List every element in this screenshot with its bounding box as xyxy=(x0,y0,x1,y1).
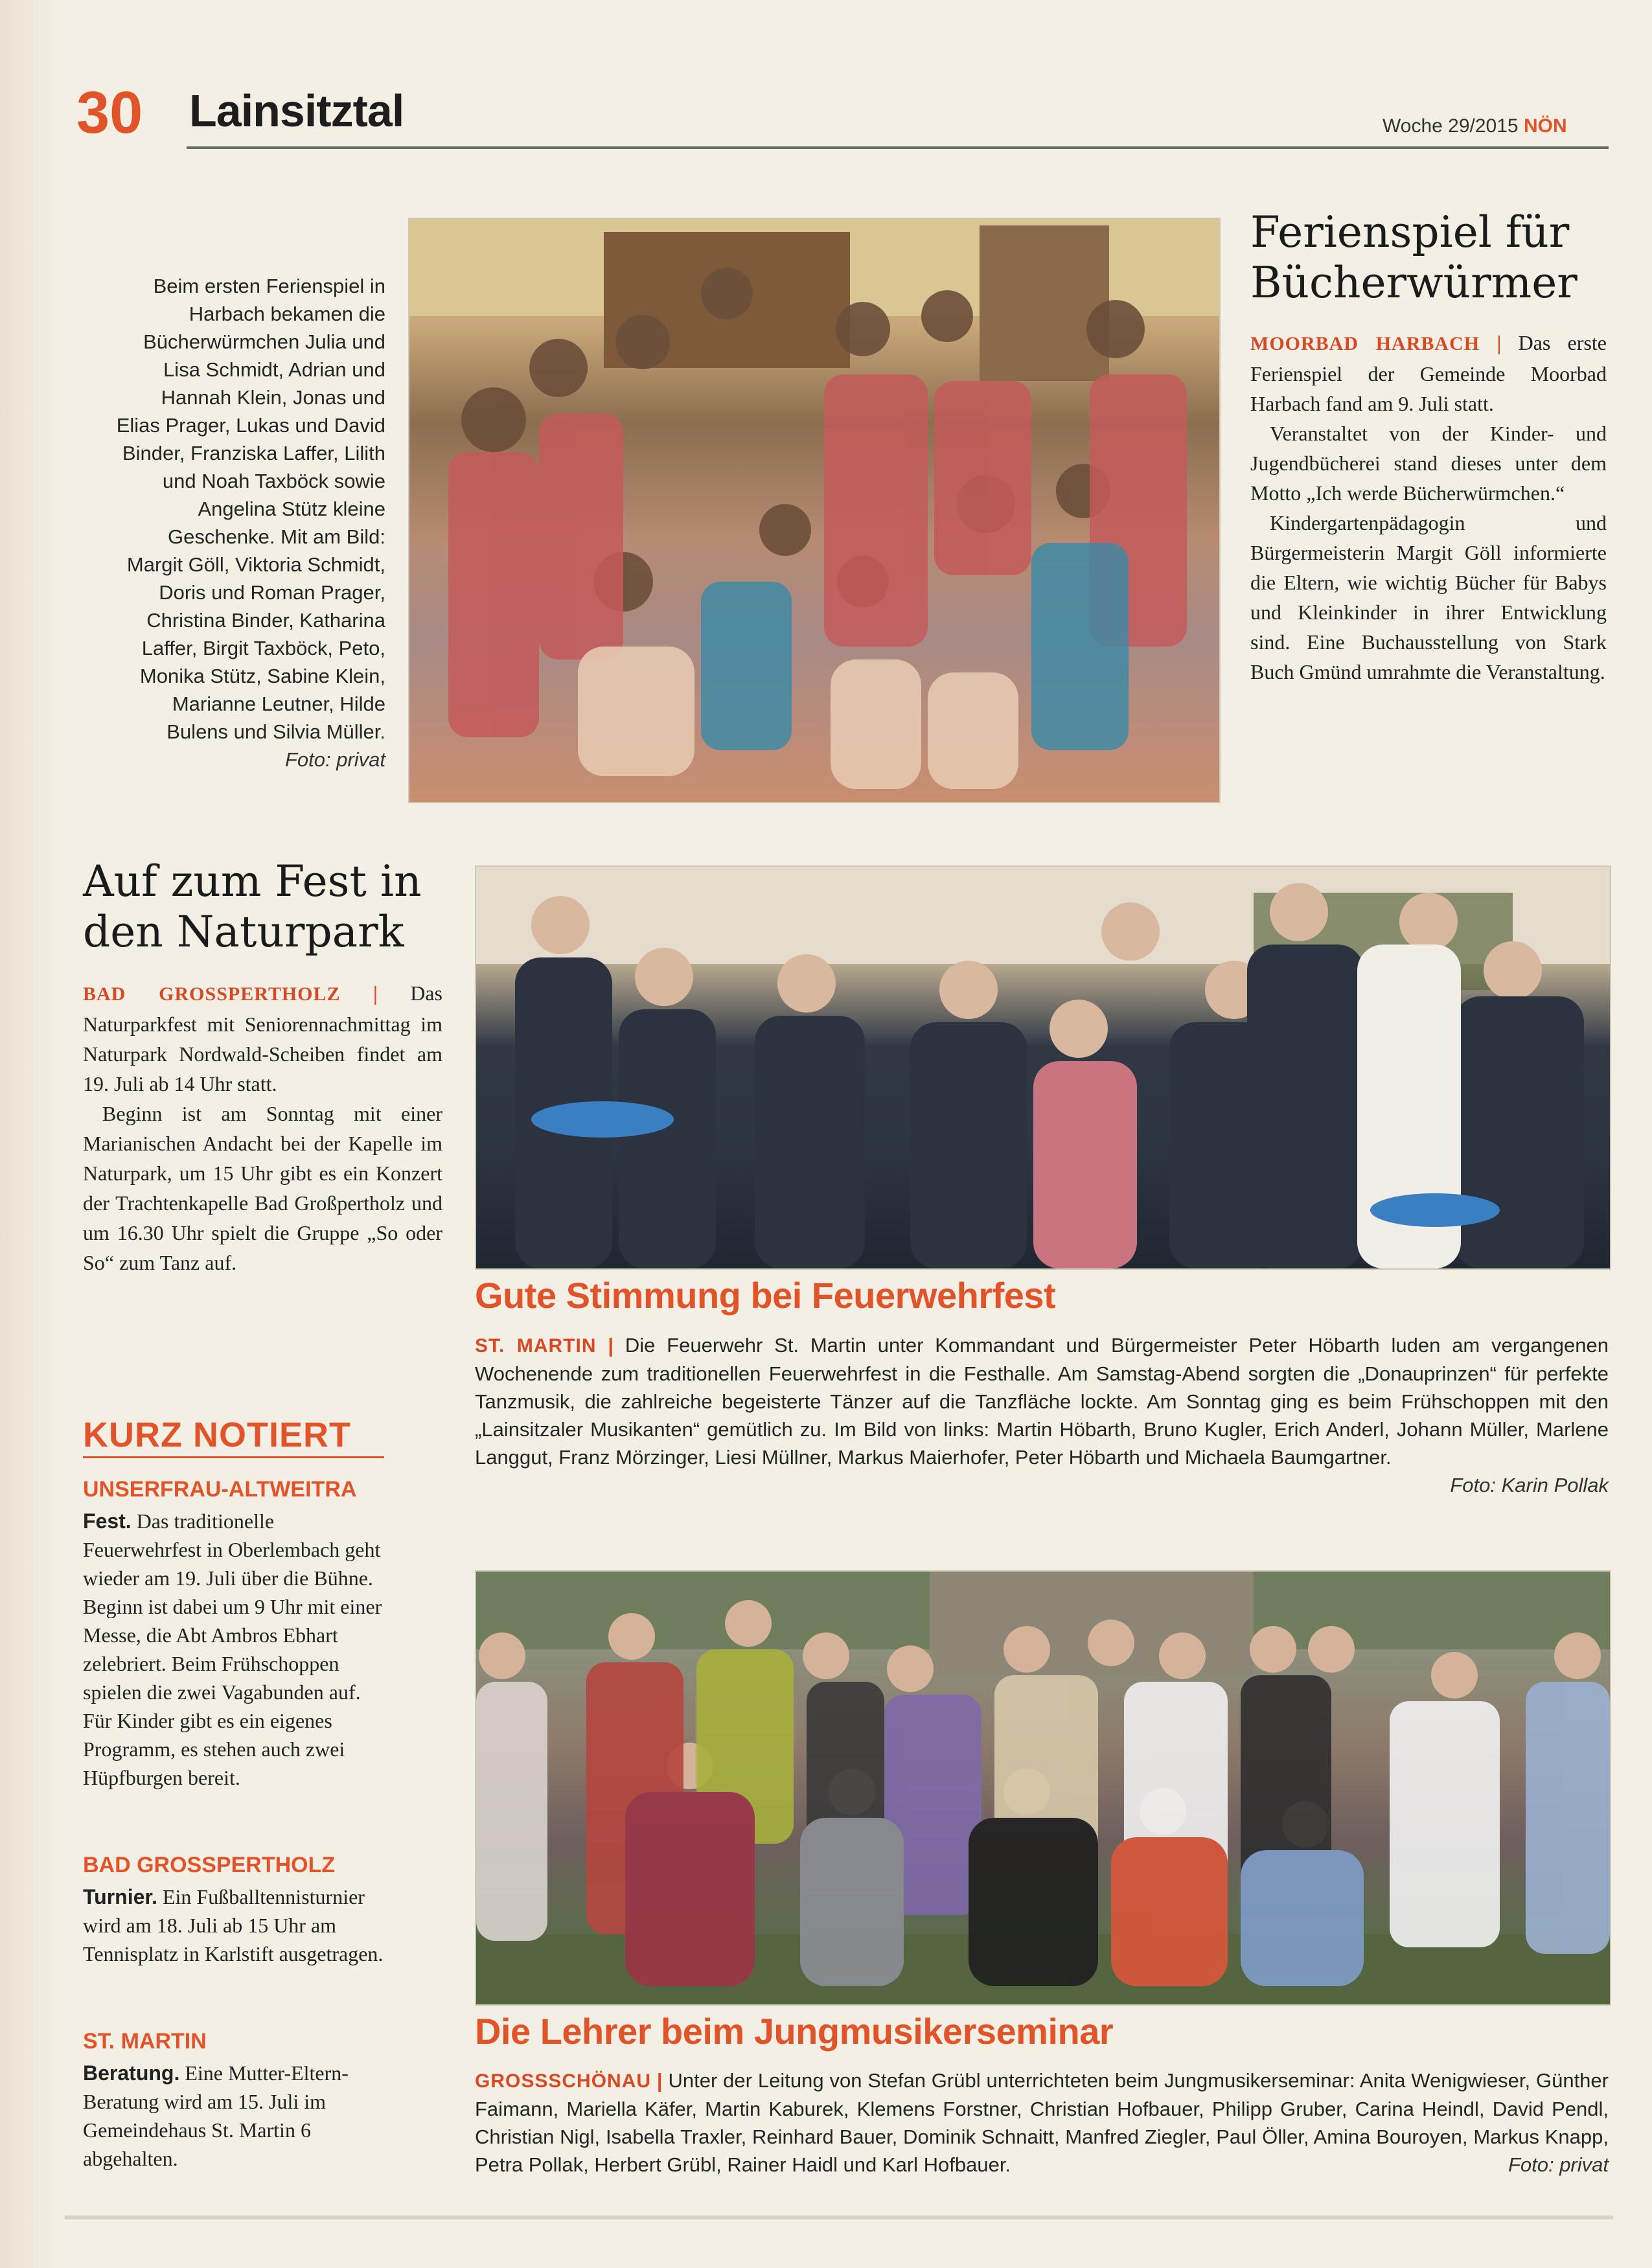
article1-para1: Das erste Ferienspiel der Gemeinde Moorbad Harbach fand am 9. Juli statt. xyxy=(1250,331,1607,415)
article4-location: GROSSSCHÖNAU xyxy=(475,2070,652,2092)
article2-para2: Beginn ist am Sonntag mit einer Marianischen Andacht bei der Kapelle im Naturpark, um 15 Uhr gibt es ein Konzert der Trachtenkapelle Bad Großpertholz und um 16.30 Uhr spielt die Gruppe „So oder So“ zum Tanz auf. xyxy=(83,1102,442,1274)
page-bottom-edge xyxy=(65,2216,1613,2219)
page-number: 30 xyxy=(76,80,143,146)
article1-title: Ferienspiel für Bücherwürmer xyxy=(1250,207,1577,308)
kurz-item2-location: BAD GROSSPERTHOLZ xyxy=(83,1853,336,1877)
article4-text: Unter der Leitung von Stefan Grübl unterrichteten beim Jungmusikerseminar: Anita Wenigwieser, Günther Faimann, Mariella Käfer, Martin Kaburek, Klemens Forstner, Christian Hofbauer, Philipp Gruber, Carina Heindl, David Pendl, Christian Nigl, Isabella Traxler, Reinhard Bauer, Dominik Schnaitt, Manfred Ziegler, Paul Öller, Amina Bouroyen, Markus Knapp, Petra Pollak, Herbert Grübl, Rainer Haidl und Karl Hofbauer. xyxy=(475,2069,1609,2176)
article4-credit: Foto: privat xyxy=(1508,2153,1609,2176)
header-rule xyxy=(187,146,1609,149)
kurz-item1-location: UNSERFRAU-ALTWEITRA xyxy=(83,1477,357,1502)
kurz-item1-lead: Fest. xyxy=(83,1509,132,1533)
article2-para1: Das Naturparkfest mit Seniorennachmittag im Naturpark Nordwald-Scheiben findet am 19. Juli ab 14 Uhr statt. xyxy=(83,981,442,1095)
article1-separator: | xyxy=(1497,331,1502,354)
article3-text: Die Feuerwehr St. Martin unter Kommandant und Bürgermeister Peter Höbarth luden am vergangenen Wochenende zum traditionellen Feuerwehrfest in die Festhalle. Am Samstag-Abend sorgten die „Donauprinzen“ für perfekte Tanzmusik, die zahlreiche begeisterte Tänzer auf die Tanzfläche lockte. Am Sonntag ging es beim Frühschoppen mit den „Lainsitzaler Musikanten“ gemütlich zu. Im Bild von links: Martin Höbarth, Bruno Kugler, Erich Anderl, Johann Müller, Marlene Langgut, Franz Mörzinger, Liesi Müllner, Markus Maierhofer, Peter Höbarth und Michaela Baumgartner. xyxy=(475,1334,1609,1469)
article2-separator: | xyxy=(373,981,378,1005)
kurz-item1-text: Das traditionelle Feuerwehrfest in Oberlembach geht wieder am 19. Juli über die Bühne. Beginn ist dabei um 9 Uhr mit einer Messe, die Abt Ambros Ebhart zelebriert. Beim Frühschoppen spielen die zwei Vagabunden auf. Für Kinder gibt es ein eigenes Programm, es stehen auch zwei Hüpfburgen bereit. xyxy=(83,1509,382,1789)
photo-ferienspiel-image xyxy=(409,219,1219,802)
article3-location: ST. MARTIN xyxy=(475,1335,597,1357)
article1-para3: Kindergartenpädagogin und Bürgermeisterin Margit Göll informierte die Eltern, wie wichtig Bücher für Babys und Kleinkinder in ihrer Entwicklung sind. Eine Buchausstellung von Stark Buch Gmünd umrahmte die Veranstaltung. xyxy=(1250,511,1607,683)
article4-separator: | xyxy=(656,2069,663,2092)
kurz-item3-text: Eine Mutter-Eltern-Beratung wird am 15. Juli im Gemeindehaus St. Martin 6 abgehalten. xyxy=(83,2061,349,2170)
photo-feuerwehrfest-image xyxy=(476,867,1610,1268)
kurz-item2 xyxy=(83,1883,387,1968)
article1-body xyxy=(1250,328,1607,687)
article1-para2: Veranstaltet von der Kinder- und Jugendbücherei stand dieses unter dem Motto „Ich werde Bücherwürmchen.“ xyxy=(1250,422,1607,505)
article3-title: Gute Stimmung bei Feuerwehrfest xyxy=(475,1275,1056,1316)
article3-separator: | xyxy=(608,1334,614,1357)
photo-jungmusikerseminar xyxy=(475,1570,1611,2006)
kurz-item2-lead: Turnier. xyxy=(83,1885,157,1908)
kurz-item3-location: ST. MARTIN xyxy=(83,2029,207,2054)
paper-fold-shadow xyxy=(0,0,58,2268)
photo-feuerwehrfest xyxy=(475,865,1611,1270)
photo-ferienspiel xyxy=(408,218,1221,803)
article4-title: Die Lehrer beim Jungmusikerseminar xyxy=(475,2011,1114,2052)
article4-caption xyxy=(475,2067,1609,2179)
kurz-notiert-title: KURZ NOTIERT xyxy=(83,1415,351,1454)
kurz-item2-text: Ein Fußballtennisturnier wird am 18. Juli ab 15 Uhr am Tennisplatz in Karlstift ausgetragen. xyxy=(83,1885,384,1965)
article2-location: BAD GROSSPERTHOLZ xyxy=(83,983,341,1005)
section-title: Lainsitztal xyxy=(189,86,404,136)
article3-caption xyxy=(475,1331,1609,1499)
kurz-notiert-rule xyxy=(83,1456,384,1458)
photo-jungmusikerseminar-image xyxy=(476,1572,1610,2004)
article3-credit: Foto: Karin Pollak xyxy=(1450,1474,1609,1496)
photo1-credit: Foto: privat xyxy=(284,748,385,771)
kurz-item3-lead: Beratung. xyxy=(83,2061,180,2085)
photo1-caption-text: Beim ersten Ferienspiel in Harbach bekamen die Bücherwürmchen Julia und Lisa Schmidt, Adrian und Hannah Klein, Jonas und Elias Prager, Lukas und David Binder, Franziska Laffer, Lilith und Noah Taxböck sowie Angelina Stütz kleine Geschenke. Mit am Bild: Margit Göll, Viktoria Schmidt, Doris und Roman Prager, Christina Binder, Katharina Laffer, Birgit Taxböck, Peto, Monika Stütz, Sabine Klein, Marianne Leutner, Hilde Bulens und Silvia Müller. xyxy=(116,275,385,743)
article2-body xyxy=(83,978,442,1277)
issue-week xyxy=(1382,115,1567,137)
brand-logo: NÖN xyxy=(1523,115,1567,137)
article1-location: MOORBAD HARBACH xyxy=(1250,333,1480,354)
kurz-item1 xyxy=(83,1507,387,1792)
photo1-caption xyxy=(113,272,385,773)
issue-week-label: Woche 29/2015 xyxy=(1382,115,1519,137)
kurz-item3 xyxy=(83,2059,387,2173)
article2-title: Auf zum Fest in den Naturpark xyxy=(83,856,422,957)
